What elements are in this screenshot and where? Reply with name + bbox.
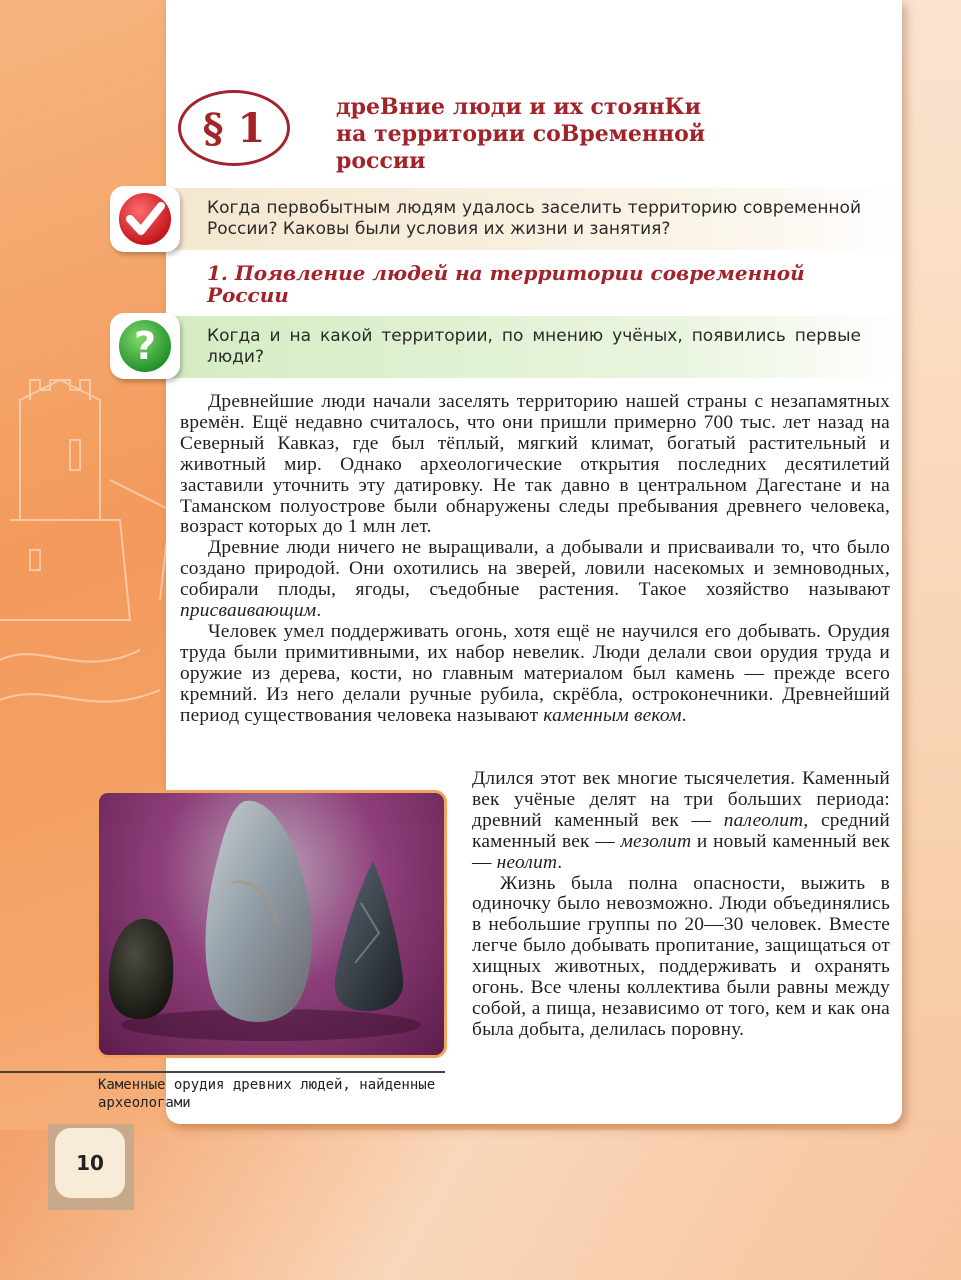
paragraph-badge: § 1 [178, 90, 290, 166]
svg-text:?: ? [133, 324, 157, 368]
term-mesolithic: мезолит [620, 830, 692, 852]
side-body-text [472, 769, 890, 1041]
term-appropriating: присваивающим [180, 600, 317, 622]
check-mark-icon [110, 186, 180, 252]
page-number: 10 [55, 1128, 125, 1198]
main-paragraph-2: Древние люди ничего не выращивали, а добывали и присваивали то, что было создано природой. Они охотились на зверей, ловили насекомых и земноводных, собирали плоды, ягоды, съедобные растения. Такое хозяйство называют присваивающим. [180, 537, 890, 622]
main-paragraph-1: Древнейшие люди начали заселять территорию нашей страны с незапамятных времён. Ещё недавно считалось, что они пришли примерно 700 тыс. лет назад на Северный Кавказ, где был тёплый, мягкий климат, богатый растительный и животный мир. Однако археологические открытия последних десятилетий заставили уточнить эту датировку. Не так давно в центральном Дагестане и на Таманском полуострове были обнаружены следы пребывания древнего человека, возраст которых до 1 млн лет. [180, 391, 890, 538]
caption-divider [0, 1071, 445, 1073]
review-question-text: Когда и на какой территории, по мнению учёных, появились первые люди? [207, 326, 861, 367]
question-mark-icon [110, 313, 180, 379]
term-paleolithic: палеолит [723, 809, 804, 831]
background-lower-area [0, 1130, 961, 1280]
side-paragraph-1: Длился этот век многие тысячелетия. Каменный век учёные делят на три больших периода: древний каменный век — палеолит, средний каменный век — мезолит и новый каменный век — неолит. [472, 768, 890, 873]
main-paragraph-3: Человек умел поддерживать огонь, хотя ещё не научился его добывать. Орудия труда были примитивными, их набор невелик. Люди делали свои орудия труда и оружие из дерева, кости, но главным материалом был камень — прежде всего кремний. Из него делали ручные рубила, скрёбла, остроконечники. Древнейший период существования человека называют каменным веком. [180, 620, 890, 726]
stone-tools-photo [96, 790, 447, 1058]
photo-caption: Каменные орудия древних людей, найденные археологами [98, 1077, 436, 1111]
side-paragraph-2: Жизнь была полна опасности, выжить в одиночку было невозможно. Люди объединялись в небольшие группы по 20—30 человек. Вместе легче было добывать пропитание, защищаться от хищных животных, поддерживать и охранять огонь. Все члены коллектива были равны между собой, а пища, независимо от того, кем и как она была добыта, делилась поровну. [472, 872, 890, 1040]
term-neolithic: неолит [496, 851, 558, 873]
fortress-sketch-illustration [0, 360, 180, 780]
chapter-title: дреВние люди и их стоянКи на территории соВременной россии [336, 94, 706, 174]
background-right-strip [900, 0, 961, 1280]
section-heading: 1. Появление людей на территории современной России [207, 261, 805, 307]
main-body-text [180, 392, 890, 727]
check-question-text: Когда первобытным людям удалось заселить территорию современной России? Каковы были условия их жизни и занятия? [207, 198, 861, 239]
term-stone-age: каменным веком [543, 704, 682, 726]
